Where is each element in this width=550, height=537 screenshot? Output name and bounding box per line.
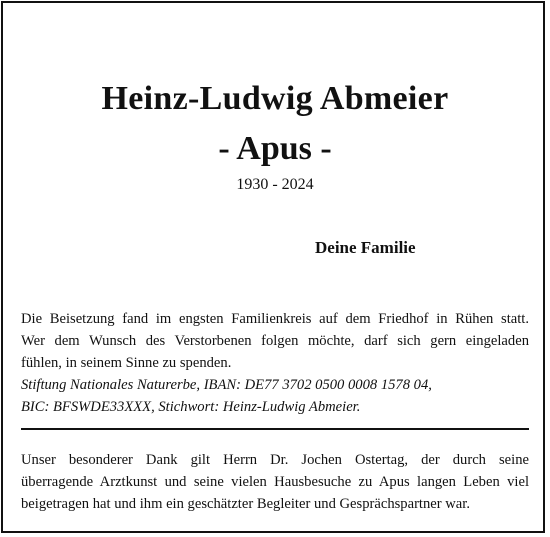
divider-line [21, 428, 529, 430]
deceased-nickname: - Apus - [218, 130, 332, 167]
thanks-line: beigetragen hat und ihm ein geschätzter Begleiter und Gesprächspartner war. [21, 496, 470, 512]
notice-line: Wer dem Wunsch des Verstorbenen folgen möchte, darf sich gern eingeladen [21, 333, 529, 349]
life-years: 1930 - 2024 [236, 176, 314, 193]
thanks-paragraph [21, 449, 529, 515]
deceased-name: Heinz-Ludwig Abmeier [101, 80, 449, 117]
family-signature: Deine Familie [315, 238, 416, 257]
burial-notice [21, 308, 529, 418]
thanks-line: Unser besonderer Dank gilt Herrn Dr. Jochen Ostertag, der durch seine [21, 452, 529, 468]
donation-account-line: Stiftung Nationales Naturerbe, IBAN: DE77 3702 0500 0008 1578 04, [21, 377, 432, 393]
notice-line: Die Beisetzung fand im engsten Familienkreis auf dem Friedhof in Rühen statt. [21, 311, 529, 327]
thanks-line: überragende Arztkunst und seine vielen Hausbesuche zu Apus langen Leben viel [21, 474, 529, 490]
donation-reference-line: BIC: BFSWDE33XXX, Stichwort: Heinz-Ludwig Abmeier. [21, 399, 361, 415]
notice-line: fühlen, in seinem Sinne zu spenden. [21, 355, 232, 371]
